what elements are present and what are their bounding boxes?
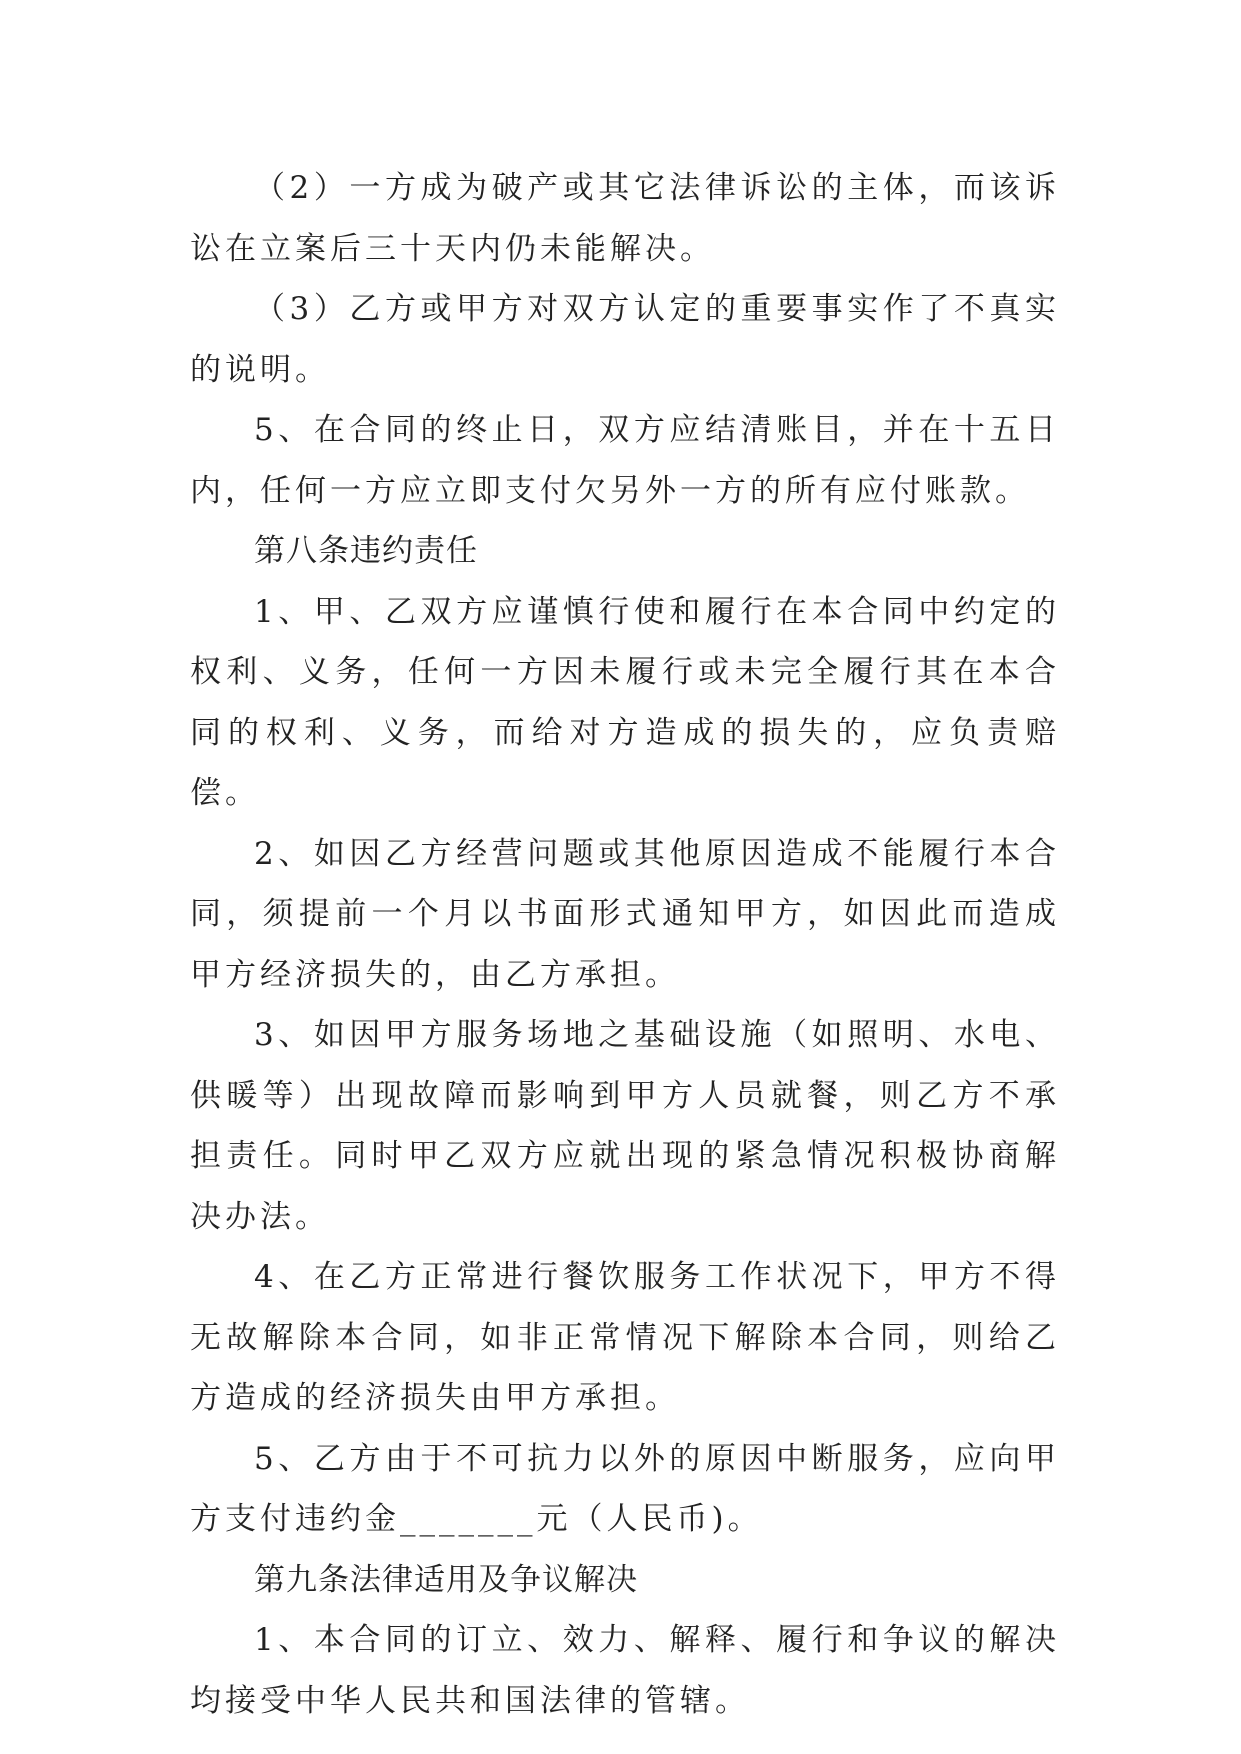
paragraph-termination-false-statement: （3）乙方或甲方对双方认定的重要事实作了不真实的说明。 — [190, 291, 1060, 388]
paragraph-breach-5: 5、乙方由于不可抗力以外的原因中断服务，应向甲方支付违约金_______元（人民币)。 — [190, 1440, 1060, 1537]
heading-article-9: 第九条法律适用及争议解决 — [254, 1561, 638, 1598]
paragraph-breach-3: 3、如因甲方服务场地之基础设施（如照明、水电、供暖等）出现故障而影响到甲方人员就餐，则乙方不承担责任。同时甲乙双方应就出现的紧急情况积极协商解决办法。 — [190, 1017, 1060, 1235]
paragraph-breach-4: 4、在乙方正常进行餐饮服务工作状况下，甲方不得无故解除本合同，如非正常情况下解除本合同，则给乙方造成的经济损失由甲方承担。 — [190, 1259, 1060, 1416]
paragraph-breach-2: 2、如因乙方经营问题或其他原因造成不能履行本合同，须提前一个月以书面形式通知甲方，如因此而造成甲方经济损失的，由乙方承担。 — [190, 835, 1060, 993]
paragraph-breach-1: 1、甲、乙双方应谨慎行使和履行在本合同中约定的权利、义务，任何一方因未履行或未完全履行其在本合同的权利、义务，而给对方造成的损失的，应负责赔偿。 — [190, 593, 1060, 811]
paragraph-law-1: 1、本合同的订立、效力、解释、履行和争议的解决均接受中华人民共和国法律的管辖。 — [190, 1622, 1060, 1719]
paragraph-settlement: 5、在合同的终止日，双方应结清账目，并在十五日内，任何一方应立即支付欠另外一方的所有应付账款。 — [190, 412, 1060, 509]
heading-article-8: 第八条违约责任 — [254, 533, 478, 569]
paragraph-termination-bankruptcy: （2）一方成为破产或其它法律诉讼的主体，而该诉讼在立案后三十天内仍未能解决。 — [190, 170, 1060, 267]
document-body — [190, 158, 1060, 1731]
